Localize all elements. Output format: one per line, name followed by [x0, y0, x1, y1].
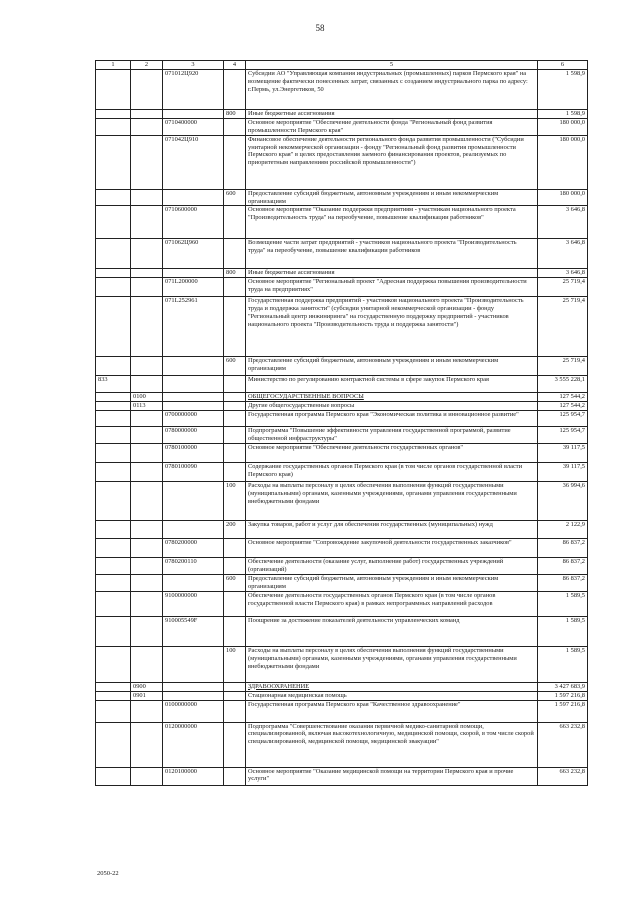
cell-section-code	[131, 411, 163, 427]
table-row	[96, 682, 588, 691]
cell-code-col1	[96, 70, 131, 110]
cell-description: Основное мероприятие "Региональный проект "Адресная поддержка повышения производительности труда на предприятиях"	[246, 278, 538, 297]
cell-expense-type-code: 800	[224, 269, 246, 278]
cell-target-article-code: 0780200000	[163, 538, 224, 557]
table-row	[96, 462, 588, 481]
cell-description: Предоставление субсидий бюджетным, автономным учреждениям и иным некоммерческим организациям	[246, 574, 538, 591]
cell-code-col1	[96, 481, 131, 520]
table-row	[96, 574, 588, 591]
cell-amount: 180 000,0	[538, 135, 588, 189]
cell-section-code	[131, 557, 163, 574]
cell-amount: 180 000,0	[538, 189, 588, 206]
cell-expense-type-code	[224, 462, 246, 481]
cell-target-article-code	[163, 520, 224, 538]
cell-target-article-code: 0780100090	[163, 462, 224, 481]
cell-section-code: 0113	[131, 402, 163, 411]
cell-description: Государственная программа Пермского края "Экономическая политика и инновационное развитие"	[246, 411, 538, 427]
cell-section-code	[131, 110, 163, 119]
cell-amount: 127 544,2	[538, 393, 588, 402]
table-row	[96, 278, 588, 297]
cell-section-code	[131, 767, 163, 785]
table-row	[96, 767, 588, 785]
cell-section-code	[131, 700, 163, 722]
cell-code-col1	[96, 402, 131, 411]
cell-code-col1	[96, 722, 131, 767]
cell-target-article-code	[163, 574, 224, 591]
cell-amount: 1 598,9	[538, 70, 588, 110]
cell-amount: 25 719,4	[538, 297, 588, 357]
cell-amount: 3 646,8	[538, 269, 588, 278]
cell-expense-type-code: 800	[224, 110, 246, 119]
cell-amount: 3 646,8	[538, 206, 588, 239]
cell-code-col1	[96, 278, 131, 297]
cell-section-code: 0100	[131, 393, 163, 402]
cell-target-article-code: 910005549F	[163, 616, 224, 646]
cell-amount: 127 544,2	[538, 402, 588, 411]
cell-section-code	[131, 70, 163, 110]
cell-amount: 1 589,5	[538, 591, 588, 616]
table-row	[96, 700, 588, 722]
cell-section-code	[131, 269, 163, 278]
cell-code-col1	[96, 574, 131, 591]
cell-description: Стационарная медицинская помощь	[246, 691, 538, 700]
table-row	[96, 646, 588, 682]
cell-code-col1	[96, 393, 131, 402]
header-cell-col3: 3	[163, 61, 224, 70]
header-cell-col5: 5	[246, 61, 538, 70]
table-row	[96, 239, 588, 269]
cell-target-article-code	[163, 357, 224, 376]
cell-code-col1	[96, 616, 131, 646]
header-cell-col4: 4	[224, 61, 246, 70]
cell-target-article-code	[163, 402, 224, 411]
cell-section-code	[131, 239, 163, 269]
cell-code-col1	[96, 682, 131, 691]
cell-section-code	[131, 538, 163, 557]
cell-code-col1	[96, 443, 131, 462]
cell-code-col1	[96, 297, 131, 357]
table-row	[96, 269, 588, 278]
table-row	[96, 481, 588, 520]
cell-target-article-code	[163, 682, 224, 691]
cell-code-col1	[96, 118, 131, 135]
cell-expense-type-code	[224, 767, 246, 785]
cell-expense-type-code	[224, 722, 246, 767]
table-row	[96, 722, 588, 767]
cell-expense-type-code: 600	[224, 574, 246, 591]
cell-description: Содержание государственных органов Пермского края (в том числе органов государственной власти Пермского края)	[246, 462, 538, 481]
cell-section-code	[131, 443, 163, 462]
cell-section-code	[131, 206, 163, 239]
cell-code-col1	[96, 538, 131, 557]
cell-amount: 125 954,7	[538, 427, 588, 444]
cell-target-article-code: 0780000000	[163, 427, 224, 444]
cell-target-article-code	[163, 393, 224, 402]
cell-expense-type-code	[224, 206, 246, 239]
cell-target-article-code: 0120100000	[163, 767, 224, 785]
header-cell-col6: 6	[538, 61, 588, 70]
cell-code-col1	[96, 239, 131, 269]
table-row	[96, 70, 588, 110]
cell-expense-type-code: 200	[224, 520, 246, 538]
cell-target-article-code: 071042Ц910	[163, 135, 224, 189]
cell-description: Возмещение части затрат предприятий - участников национального проекта "Производительность труда" на переобучение, повышение квалификации работников	[246, 239, 538, 269]
cell-amount: 180 000,0	[538, 118, 588, 135]
cell-expense-type-code: 100	[224, 646, 246, 682]
cell-section-code	[131, 722, 163, 767]
cell-amount: 1 597 216,8	[538, 691, 588, 700]
cell-description: Обеспечение деятельности государственных органов Пермского края (в том числе органов государственной власти Пермского края) в рамках непрограммных направлений расходов	[246, 591, 538, 616]
cell-target-article-code: 0100000000	[163, 700, 224, 722]
table-row	[96, 616, 588, 646]
cell-target-article-code: 0780100000	[163, 443, 224, 462]
cell-amount: 36 994,6	[538, 481, 588, 520]
table-row	[96, 393, 588, 402]
cell-section-code	[131, 574, 163, 591]
cell-expense-type-code: 600	[224, 357, 246, 376]
cell-section-code	[131, 427, 163, 444]
table-row	[96, 297, 588, 357]
cell-amount: 663 232,8	[538, 767, 588, 785]
cell-description: Расходы на выплаты персоналу в целях обеспечения выполнения функций государственными (муниципальными) органами, казенными учреждениями, органами управления государственными внебюджетными фондами	[246, 481, 538, 520]
cell-expense-type-code	[224, 278, 246, 297]
cell-expense-type-code	[224, 118, 246, 135]
cell-amount: 2 122,9	[538, 520, 588, 538]
cell-code-col1	[96, 427, 131, 444]
cell-expense-type-code	[224, 691, 246, 700]
table-row	[96, 402, 588, 411]
cell-target-article-code: 9100000000	[163, 591, 224, 616]
cell-description: Обеспечение деятельности (оказание услуг, выполнение работ) государственных учреждений (организаций)	[246, 557, 538, 574]
cell-expense-type-code	[224, 135, 246, 189]
cell-expense-type-code	[224, 591, 246, 616]
cell-section-code	[131, 646, 163, 682]
cell-code-col1	[96, 189, 131, 206]
cell-amount: 1 597 216,8	[538, 700, 588, 722]
cell-amount: 663 232,8	[538, 722, 588, 767]
cell-description: Основное мероприятие "Обеспечение деятельности фонда "Региональный фонд развития промышленности Пермского края"	[246, 118, 538, 135]
cell-section-code	[131, 520, 163, 538]
cell-description: ЗДРАВООХРАНЕНИЕ	[246, 682, 538, 691]
table-row	[96, 110, 588, 119]
cell-code-col1	[96, 700, 131, 722]
cell-section-code: 0901	[131, 691, 163, 700]
cell-code-col1: 833	[96, 376, 131, 393]
cell-code-col1	[96, 110, 131, 119]
cell-description: Финансовое обеспечение деятельности регионального фонда развития промышленности ("Субсидии унитарной некоммерческой организации - фонду "Региональный фонд развития промышленности Пермского края" в целях предоставления заемного финансирования проектов, реализуемых по приоритетным направлениям российской промышленности")	[246, 135, 538, 189]
cell-expense-type-code	[224, 411, 246, 427]
cell-description: Расходы на выплаты персоналу в целях обеспечения выполнения функций государственными (муниципальными) органами, казенными учреждениями, органами управления государственными внебюджетными фондами	[246, 646, 538, 682]
cell-section-code	[131, 118, 163, 135]
cell-target-article-code	[163, 376, 224, 393]
cell-code-col1	[96, 462, 131, 481]
cell-amount: 25 719,4	[538, 357, 588, 376]
table-row	[96, 357, 588, 376]
cell-section-code	[131, 278, 163, 297]
cell-expense-type-code	[224, 402, 246, 411]
cell-expense-type-code	[224, 427, 246, 444]
cell-description: Министерство по регулированию контрактной системы в сфере закупок Пермского края	[246, 376, 538, 393]
header-cell-col1: 1	[96, 61, 131, 70]
cell-amount: 39 117,5	[538, 443, 588, 462]
cell-code-col1	[96, 206, 131, 239]
cell-target-article-code: 071L200000	[163, 278, 224, 297]
cell-code-col1	[96, 591, 131, 616]
cell-target-article-code: 0120000000	[163, 722, 224, 767]
cell-amount: 25 719,4	[538, 278, 588, 297]
cell-expense-type-code	[224, 616, 246, 646]
cell-section-code	[131, 481, 163, 520]
cell-code-col1	[96, 357, 131, 376]
cell-code-col1	[96, 767, 131, 785]
cell-description: ОБЩЕГОСУДАРСТВЕННЫЕ ВОПРОСЫ	[246, 393, 538, 402]
table-row	[96, 376, 588, 393]
cell-target-article-code	[163, 110, 224, 119]
cell-amount: 39 117,5	[538, 462, 588, 481]
cell-amount: 3 427 683,9	[538, 682, 588, 691]
cell-code-col1	[96, 557, 131, 574]
cell-section-code: 0900	[131, 682, 163, 691]
cell-description: Предоставление субсидий бюджетным, автономным учреждениям и иным некоммерческим организациям	[246, 189, 538, 206]
cell-expense-type-code: 600	[224, 189, 246, 206]
cell-code-col1	[96, 691, 131, 700]
cell-description: Другие общегосударственные вопросы	[246, 402, 538, 411]
table-header-row	[96, 61, 588, 70]
cell-code-col1	[96, 135, 131, 189]
cell-target-article-code: 0710400000	[163, 118, 224, 135]
cell-code-col1	[96, 520, 131, 538]
table-row	[96, 538, 588, 557]
cell-target-article-code: 0780200110	[163, 557, 224, 574]
cell-amount: 125 954,7	[538, 411, 588, 427]
cell-target-article-code: 0700000000	[163, 411, 224, 427]
cell-amount: 1 589,5	[538, 616, 588, 646]
cell-expense-type-code	[224, 700, 246, 722]
page-number: 58	[315, 23, 325, 33]
cell-amount: 86 837,2	[538, 538, 588, 557]
cell-amount: 1 598,9	[538, 110, 588, 119]
cell-section-code	[131, 135, 163, 189]
cell-expense-type-code	[224, 538, 246, 557]
header-cell-col2: 2	[131, 61, 163, 70]
cell-target-article-code	[163, 269, 224, 278]
cell-section-code	[131, 616, 163, 646]
table-row	[96, 591, 588, 616]
cell-expense-type-code	[224, 682, 246, 691]
cell-description: Основное мероприятие "Сопровождение закупочной деятельности государственных заказчиков"	[246, 538, 538, 557]
cell-amount: 86 837,2	[538, 574, 588, 591]
cell-section-code	[131, 357, 163, 376]
table-row	[96, 691, 588, 700]
cell-target-article-code: 071012Ц920	[163, 70, 224, 110]
cell-section-code	[131, 462, 163, 481]
cell-description: Государственная программа Пермского края "Качественное здравоохранение"	[246, 700, 538, 722]
cell-code-col1	[96, 411, 131, 427]
cell-target-article-code: 071062Ц960	[163, 239, 224, 269]
cell-description: Предоставление субсидий бюджетным, автономным учреждениям и иным некоммерческим организациям	[246, 357, 538, 376]
cell-description: Подпрограмма "Повышение эффективности управления государственной программой, развитие общественной инфраструктуры"	[246, 427, 538, 444]
cell-expense-type-code	[224, 70, 246, 110]
cell-description: Иные бюджетные ассигнования	[246, 269, 538, 278]
cell-description: Субсидии АО "Управляющая компания индустриальных (промышленных) парков Пермского края" на возмещение фактически понесенных затрат, связанных с созданием индустриального парка по адресу: г.Пермь, ул.Энергетиков, 50	[246, 70, 538, 110]
cell-description: Иные бюджетные ассигнования	[246, 110, 538, 119]
cell-section-code	[131, 297, 163, 357]
cell-target-article-code	[163, 481, 224, 520]
table-row	[96, 206, 588, 239]
cell-expense-type-code	[224, 376, 246, 393]
table-row	[96, 520, 588, 538]
cell-section-code	[131, 591, 163, 616]
cell-target-article-code	[163, 691, 224, 700]
cell-target-article-code: 0710600000	[163, 206, 224, 239]
cell-description: Основное мероприятие "Оказание поддержки предприятиям - участникам национального проекта "Производительность труда" на переобучение, повышение квалификации работников"	[246, 206, 538, 239]
cell-amount: 86 837,2	[538, 557, 588, 574]
table-row	[96, 557, 588, 574]
cell-expense-type-code	[224, 443, 246, 462]
table-row	[96, 135, 588, 189]
cell-target-article-code: 071L252961	[163, 297, 224, 357]
cell-description: Закупка товаров, работ и услуг для обеспечения государственных (муниципальных) нужд	[246, 520, 538, 538]
cell-amount: 1 589,5	[538, 646, 588, 682]
table-row	[96, 411, 588, 427]
cell-section-code	[131, 189, 163, 206]
cell-description: Государственная поддержка предприятий - участников национального проекта "Производительность труда и поддержка занятости" (субсидии унитарной некоммерческой организации - фонду "Региональный центр инжиниринга" на государственную поддержку предприятий - участников национального проекта "Производительность труда и поддержка занятости")	[246, 297, 538, 357]
footer-code: 2050-22	[97, 870, 119, 877]
cell-description: Подпрограмма "Совершенствование оказания первичной медико-санитарной помощи, специализированной, включая высокотехнологичную, медицинской помощи, скорой, в том числе скорой специализированной, медицинской помощи, медицинской эвакуации"	[246, 722, 538, 767]
budget-table	[95, 60, 588, 786]
cell-description: Поощрение за достижение показателей деятельности управленческих команд	[246, 616, 538, 646]
table-row	[96, 118, 588, 135]
cell-target-article-code	[163, 189, 224, 206]
cell-expense-type-code	[224, 393, 246, 402]
cell-code-col1	[96, 269, 131, 278]
cell-amount: 3 555 228,1	[538, 376, 588, 393]
table-row	[96, 189, 588, 206]
cell-expense-type-code	[224, 297, 246, 357]
cell-expense-type-code	[224, 557, 246, 574]
cell-description: Основное мероприятие "Оказание медицинской помощи на территории Пермского края и прочие услуги"	[246, 767, 538, 785]
table-row	[96, 443, 588, 462]
cell-expense-type-code	[224, 239, 246, 269]
cell-code-col1	[96, 646, 131, 682]
cell-section-code	[131, 376, 163, 393]
cell-expense-type-code: 100	[224, 481, 246, 520]
cell-amount: 3 646,8	[538, 239, 588, 269]
table-row	[96, 427, 588, 444]
cell-target-article-code	[163, 646, 224, 682]
cell-description: Основное мероприятие "Обеспечение деятельности государственных органов"	[246, 443, 538, 462]
